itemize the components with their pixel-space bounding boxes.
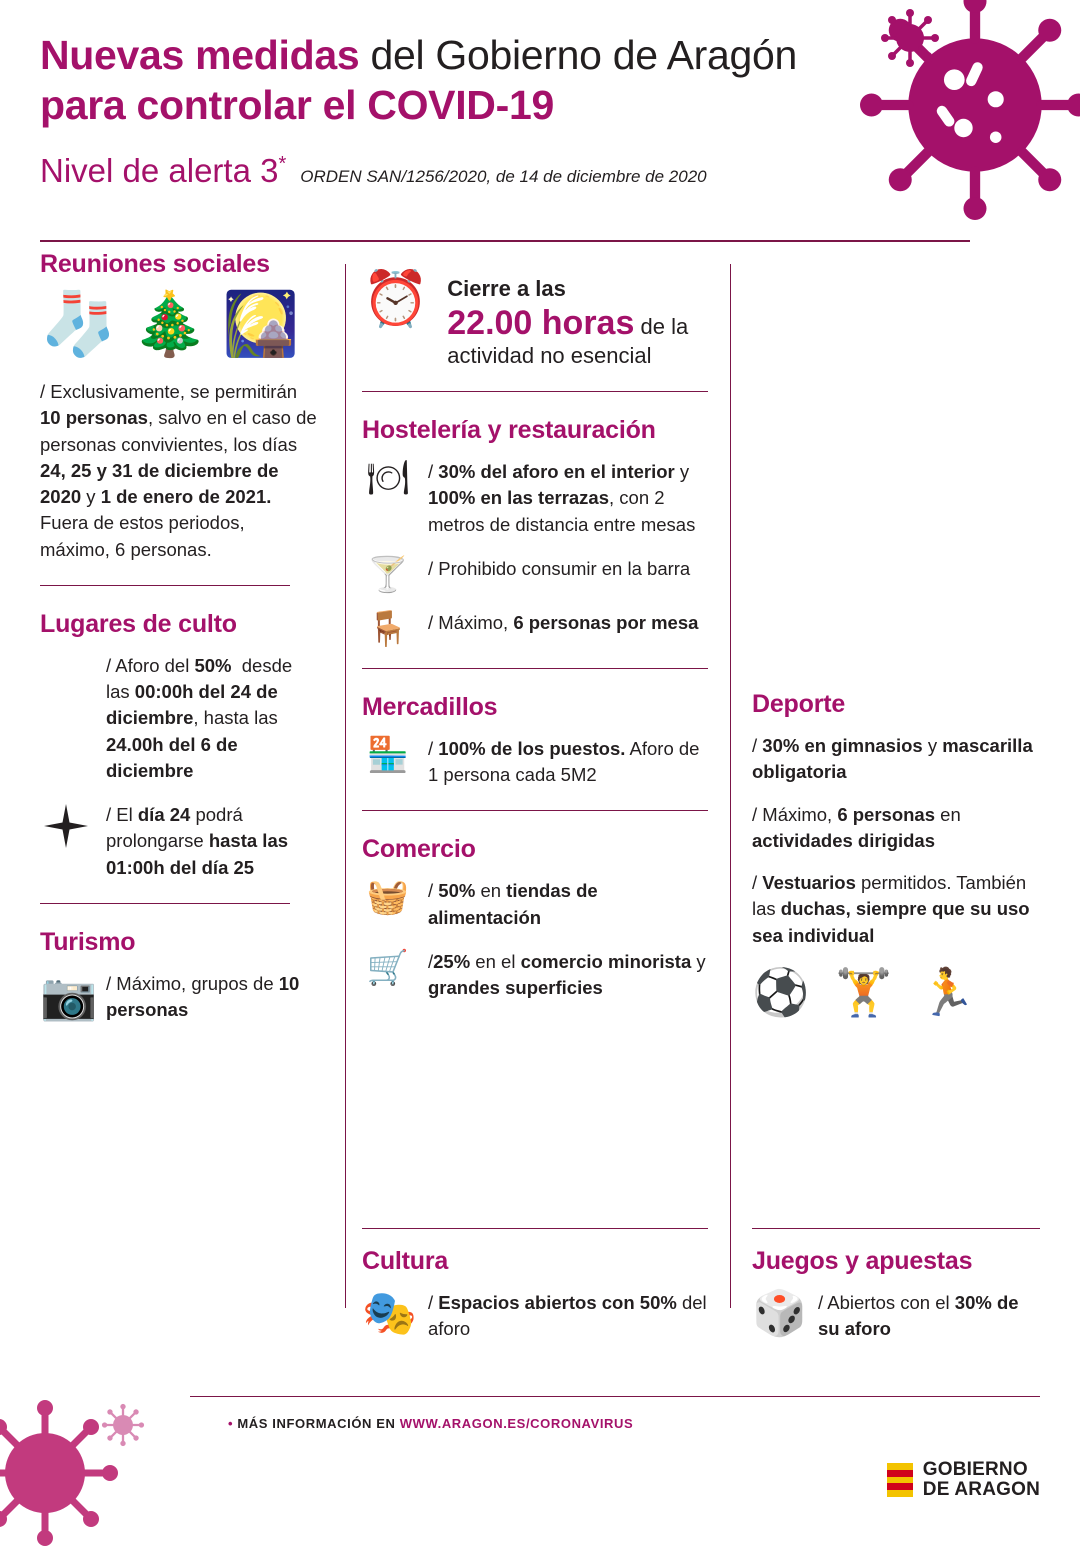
culto-item-2-text: / El día 24 podrá prolongarse hasta las 01:00h del día 25 — [106, 804, 289, 878]
alert-level — [40, 152, 286, 190]
turismo-item — [40, 971, 318, 1024]
vertical-divider-2 — [730, 264, 731, 1308]
title-part-2: del Gobierno de Aragón — [359, 32, 798, 78]
cultura-block — [340, 1228, 730, 1361]
christmas-stocking-icon: 🧦 — [40, 287, 118, 360]
dice-icon: 🎲 — [752, 1288, 807, 1339]
cultura-text: / Espacios abiertos con 50% del aforo — [428, 1292, 707, 1340]
alert-level-text: Nivel de alerta 3 — [40, 152, 279, 190]
section-title-mercadillos: Mercadillos — [362, 692, 498, 721]
culto-item-1-spacer — [40, 653, 92, 655]
main-content — [0, 250, 1080, 1350]
christmas-icons-row — [40, 287, 318, 360]
bottom-left-spacer — [40, 1228, 340, 1361]
christmas-tree-icon: 🎄 — [131, 287, 209, 360]
comercio-item-2-text: /25% en el comercio minorista y grandes superficies — [428, 950, 706, 999]
coronavirus-small-icon — [880, 8, 940, 68]
coronavirus-bottom-small-icon — [100, 1402, 146, 1448]
divider-mid-3 — [362, 810, 708, 811]
closing-line2 — [447, 304, 708, 369]
hosteleria-item-2-text: / Prohibido consumir en la barra — [428, 557, 691, 579]
divider-juegos — [752, 1228, 1040, 1229]
sport-icons-row — [752, 964, 1040, 1019]
comercio-item-1 — [362, 878, 708, 931]
runner-icon: 🏃 — [918, 964, 976, 1019]
closing-hours-block — [362, 250, 708, 369]
turismo-text: / Máximo, grupos de 10 personas — [106, 972, 300, 1021]
cocktail-icon: 🍸 — [366, 554, 410, 595]
closing-hours-value: 22.00 horas — [447, 304, 635, 342]
gov-line-1: GOBIERNO — [922, 1459, 1028, 1481]
header — [0, 0, 1080, 250]
section-title-turismo: Turismo — [40, 927, 136, 956]
juegos-item — [752, 1290, 1040, 1343]
divider-left-1 — [40, 585, 290, 586]
title-part-1: Nuevas medidas — [40, 32, 360, 78]
section-title-culto: Lugares de culto — [40, 609, 237, 638]
deporte-item-3: / Vestuarios permitidos. También las duchas, siempre que su uso sea individual — [752, 872, 1030, 946]
hosteleria-item-3-text: / Máximo, 6 personas por mesa — [428, 611, 699, 633]
hosteleria-item-3 — [362, 608, 708, 649]
more-info-prefix: MÁS INFORMACIÓN EN — [237, 1416, 400, 1431]
government-logo — [887, 1460, 1040, 1500]
juegos-block — [730, 1228, 1040, 1361]
more-info-url[interactable]: WWW.ARAGON.ES/CORONAVIRUS — [399, 1416, 634, 1431]
culto-item-1 — [40, 653, 318, 784]
soccer-ball-icon: ⚽ — [752, 964, 810, 1019]
divider-mid-1 — [362, 391, 708, 392]
serving-dish-icon: 🍽 — [366, 458, 410, 498]
shopping-cart-icon: 🛒 — [366, 947, 410, 988]
footer — [0, 1388, 1080, 1528]
section-title-juegos: Juegos y apuestas — [752, 1247, 973, 1275]
star-sparkle-icon — [40, 802, 92, 854]
header-divider — [40, 240, 970, 242]
section-title-reuniones: Reuniones sociales — [40, 250, 270, 278]
bullet-icon: • — [228, 1416, 234, 1431]
deporte-item-2: / Máximo, 6 personas en actividades dirigidas — [752, 803, 961, 851]
camera-icon: 📷 — [40, 969, 98, 1022]
vertical-divider-1 — [345, 264, 346, 1308]
divider-mid-2 — [362, 668, 708, 669]
juegos-text: / Abiertos con el 30% de su aforo — [818, 1292, 1019, 1340]
cultura-item — [362, 1290, 708, 1343]
comercio-item-1-text: / 50% en tiendas de alimentación — [428, 880, 598, 928]
hosteleria-item-2 — [362, 554, 708, 595]
more-info-line — [228, 1416, 633, 1431]
aragon-flag-icon — [887, 1463, 913, 1497]
comercio-item-2 — [362, 949, 708, 1002]
christmas-bauble-icon: 🎑 — [222, 287, 300, 360]
middle-column — [340, 250, 730, 1350]
title-part-3: para controlar el COVID-19 — [40, 82, 554, 129]
hosteleria-item-1 — [362, 459, 708, 538]
weightlifter-icon: 🏋 — [835, 964, 893, 1019]
culto-item-2 — [40, 802, 318, 881]
food-basket-icon: 🧺 — [366, 877, 410, 918]
left-column — [40, 250, 340, 1350]
alarm-clock-icon: ⏰ — [362, 267, 430, 330]
section-title-cultura: Cultura — [362, 1247, 449, 1275]
reuniones-text: / Exclusivamente, se permitirán 10 personas, salvo en el caso de personas convivientes, los días 24, 25 y 31 de diciembre de 2020 y 1 de enero de 2021. Fuera de estos periodos, máximo, 6 personas. — [40, 381, 317, 560]
closing-text — [447, 272, 708, 369]
divider-left-2 — [40, 903, 290, 904]
closing-line1: Cierre a las — [447, 276, 566, 301]
order-reference: ORDEN SAN/1256/2020, de 14 de diciembre de 2020 — [300, 167, 707, 187]
theatre-masks-icon: 🎭 — [362, 1288, 417, 1339]
table-chairs-icon: 🪑 — [366, 608, 410, 649]
alert-level-asterisk: * — [278, 153, 287, 176]
closing-line2-rest: de la actividad no esencial — [447, 314, 689, 368]
deporte-item-1: / 30% en gimnasios y mascarilla obligatoria — [752, 735, 1033, 783]
footer-divider — [190, 1396, 1040, 1397]
market-stall-icon: 🏪 — [366, 734, 410, 775]
gov-line-2: DE ARAGON — [922, 1479, 1040, 1501]
divider-cultura — [362, 1228, 708, 1229]
government-name — [923, 1460, 1040, 1500]
mercadillos-item — [362, 736, 708, 789]
culto-item-1-text: / Aforo del 50% desde las 00:00h del 24 de diciembre, hasta las 24.00h del 6 de diciembre — [106, 654, 293, 781]
section-title-comercio: Comercio — [362, 835, 476, 864]
hosteleria-item-1-text: / 30% del aforo en el interior y 100% en las terrazas, con 2 metros de distancia entre mesas — [428, 461, 696, 535]
section-title-deporte: Deporte — [752, 690, 846, 718]
section-title-hosteleria: Hostelería y restauración — [362, 416, 656, 444]
right-column — [730, 250, 1040, 1350]
page-title — [40, 30, 870, 130]
mercadillos-text: / 100% de los puestos. Aforo de 1 persona cada 5M2 — [428, 737, 700, 786]
bottom-sections — [0, 1228, 1080, 1361]
